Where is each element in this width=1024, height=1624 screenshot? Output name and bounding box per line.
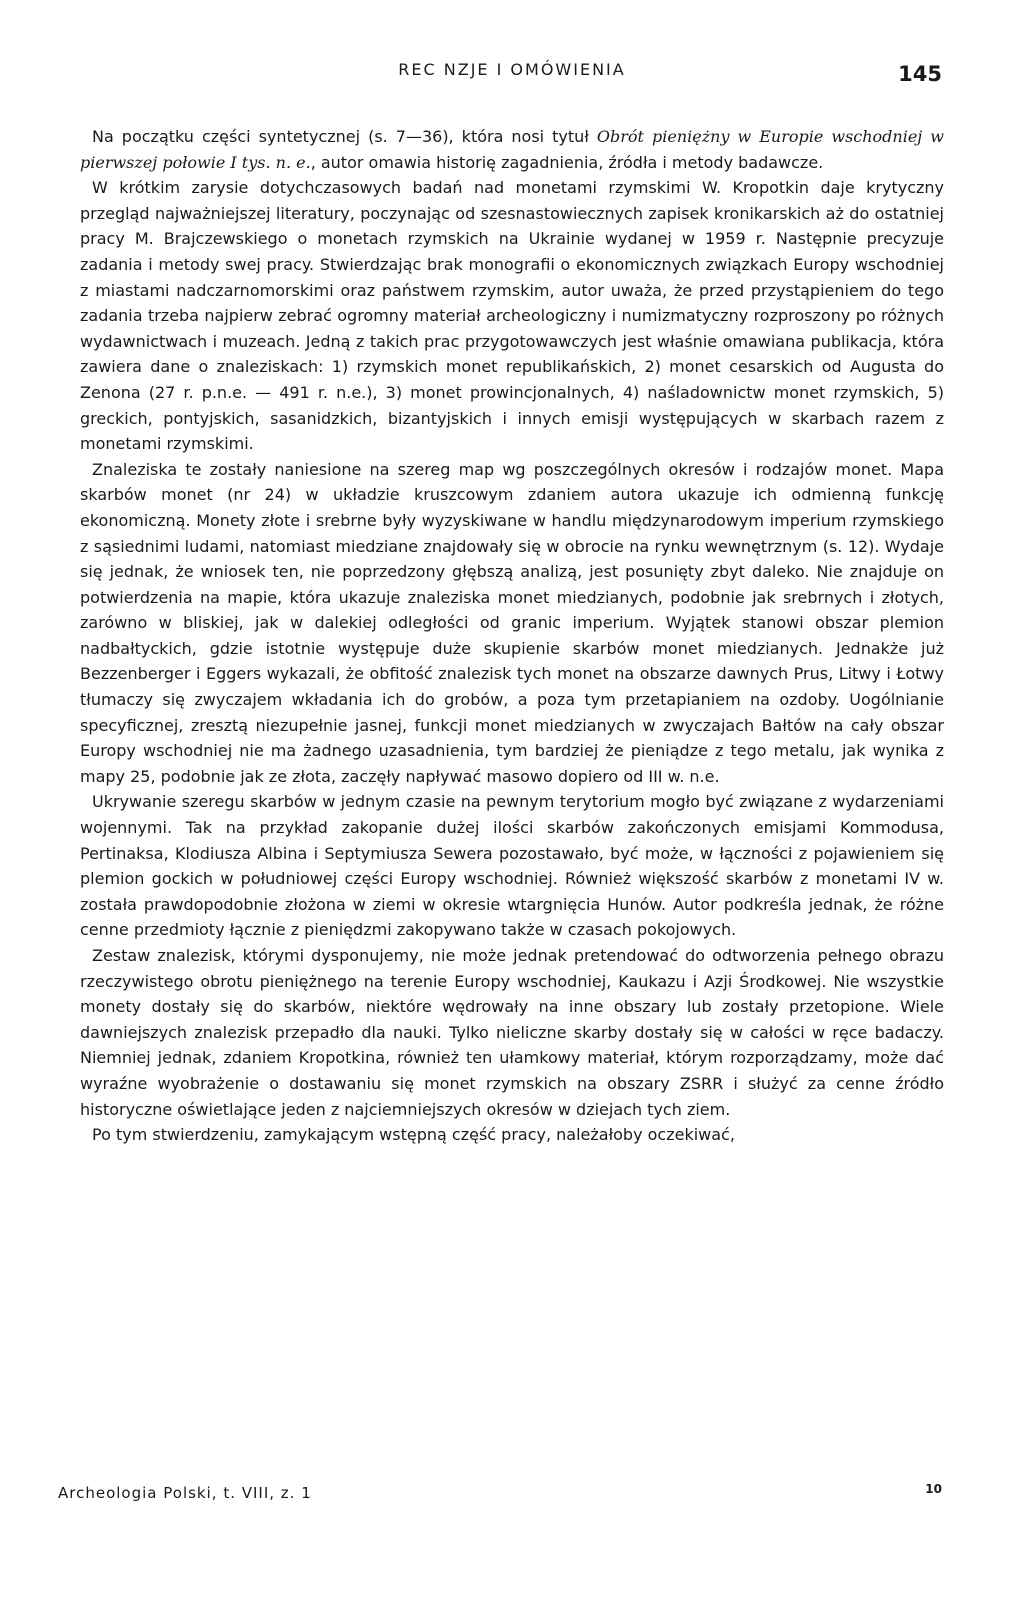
book-title: Obrót pieniężny w Europie wschodniej w pierwszej połowie I tys. n. e. bbox=[80, 127, 944, 172]
paragraph-3: Znaleziska te zostały naniesione na szereg map wg poszczególnych okresów i rodzajów monet. Mapa skarbów monet (nr 24) w układzie kruszcowym zdaniem autora ukazuje ich odmienną funkcję ekonomiczną. Monety złote i srebrne były wyzyskiwane w handlu międzynarodowym imperium rzymskiego z sąsiednimi ludami, natomiast miedziane znajdowały się w obrocie na rynku wewnętrznym (s. 12). Wydaje się jednak, że wniosek ten, nie poprzedzony głębszą analizą, jest posunięty zbyt daleko. Nie znajduje on potwierdzenia na mapie, która ukazuje znaleziska monet miedzianych, podobnie jak srebrnych i złotych, zarówno w bliskiej, jak w dalekiej odległości od granic imperium. Wyjątek stanowi obszar plemion nadbałtyckich, gdzie istotnie występuje duże skupienie skarbów monet miedzianych. Jednakże już Bezzenberger i Eggers wykazali, że obfitość znalezisk tych monet na obszarze dawnych Prus, Litwy i Łotwy tłumaczy się zwyczajem wkładania ich do grobów, a poza tym przetapianiem na ozdoby. Uogólnianie specyficznej, zresztą niezupełnie jasnej, funkcji monet miedzianych w zwyczajach Bałtów na cały obszar Europy wschodniej nie ma żadnego uzasadnienia, tym bardziej że pieniądze z tego metalu, jak wynika z mapy 25, podobnie jak ze złota, zaczęły napływać masowo dopiero od III w. n.e. bbox=[80, 459, 944, 786]
running-head: REC NZJE I OMÓWIENIA bbox=[398, 60, 626, 79]
paragraph-6: Po tym stwierdzeniu, zamykającym wstępną część pracy, należałoby oczekiwać, bbox=[92, 1125, 735, 1145]
page-number: 145 bbox=[898, 62, 942, 86]
body-text bbox=[80, 124, 944, 1148]
footer-signature: 10 bbox=[925, 1482, 942, 1496]
footer-journal: Archeologia Polski, t. VIII, z. 1 bbox=[58, 1484, 312, 1502]
paragraph-4: Ukrywanie szeregu skarbów w jednym czasie na pewnym terytorium mogło być związane z wydarzeniami wojennymi. Tak na przykład zakopanie dużej ilości skarbów zakończonych emisjami Kommodusa, Pertinaksa, Klodiusza Albina i Septymiusza Sewera pozostawało, być może, w łączności z pojawieniem się plemion gockich w południowej części Europy wschodniej. Również większość skarbów z monetami IV w. została prawdopodobnie złożona w ziemi w okresie wtargnięcia Hunów. Autor podkreśla jednak, że różne cenne przedmioty łącznie z pieniędzmi zakopywano także w czasach pokojowych. bbox=[80, 792, 944, 940]
paragraph-5: Zestaw znalezisk, którymi dysponujemy, nie może jednak pretendować do odtworzenia pełnego obrazu rzeczywistego obrotu pieniężnego na terenie Europy wschodniej, Kaukazu i Azji Środkowej. Nie wszystkie monety dostały się do skarbów, niektóre wędrowały na inne obszary lub zostały przetopione. Wiele dawniejszych znalezisk przepadło dla nauki. Tylko nieliczne skarby dostały się w całości w ręce badaczy. Niemniej jednak, zdaniem Kropotkina, również ten ułamkowy materiał, którym rozporządzamy, może dać wyraźne wyobrażenie o dostawaniu się monet rzymskich na obszary ZSRR i służyć za cenne źródło historyczne oświetlające jeden z najciemniejszych okresów w dziejach tych ziem. bbox=[80, 946, 944, 1119]
paragraph-1-tail: , autor omawia historię zagadnienia, źródła i metody badawcze. bbox=[310, 152, 824, 172]
paragraph-1 bbox=[80, 124, 944, 175]
paragraph-2: W krótkim zarysie dotychczasowych badań nad monetami rzymskimi W. Kropotkin daje krytyczny przegląd najważniejszej literatury, poczynając od szesnastowiecznych zapisek kronikarskich aż do ostatniej pracy M. Brajczewskiego o monetach rzymskich na Ukrainie wydanej w 1959 r. Następnie precyzuje zadania i metody swej pracy. Stwierdzając brak monografii o ekonomicznych związkach Europy wschodniej z miastami nadczarnomorskimi oraz państwem rzymskim, autor uważa, że przed przystąpieniem do tego zadania trzeba najpierw zebrać ogromny materiał archeologiczny i numizmatyczny rozproszony po różnych wydawnictwach i muzeach. Jedną z takich prac przygotowawczych jest właśnie omawiana publikacja, która zawiera dane o znaleziskach: 1) rzymskich monet republikańskich, 2) monet cesarskich od Augusta do Zenona (27 r. p.n.e. — 491 r. n.e.), 3) monet prowincjonalnych, 4) naśladownictw monet rzymskich, 5) greckich, pontyjskich, sasanidzkich, bizantyjskich i innych emisji występujących w skarbach razem z monetami rzymskimi. bbox=[80, 178, 944, 454]
paragraph-1-lead: Na początku części syntetycznej (s. 7—36), która nosi tytuł bbox=[92, 127, 597, 146]
